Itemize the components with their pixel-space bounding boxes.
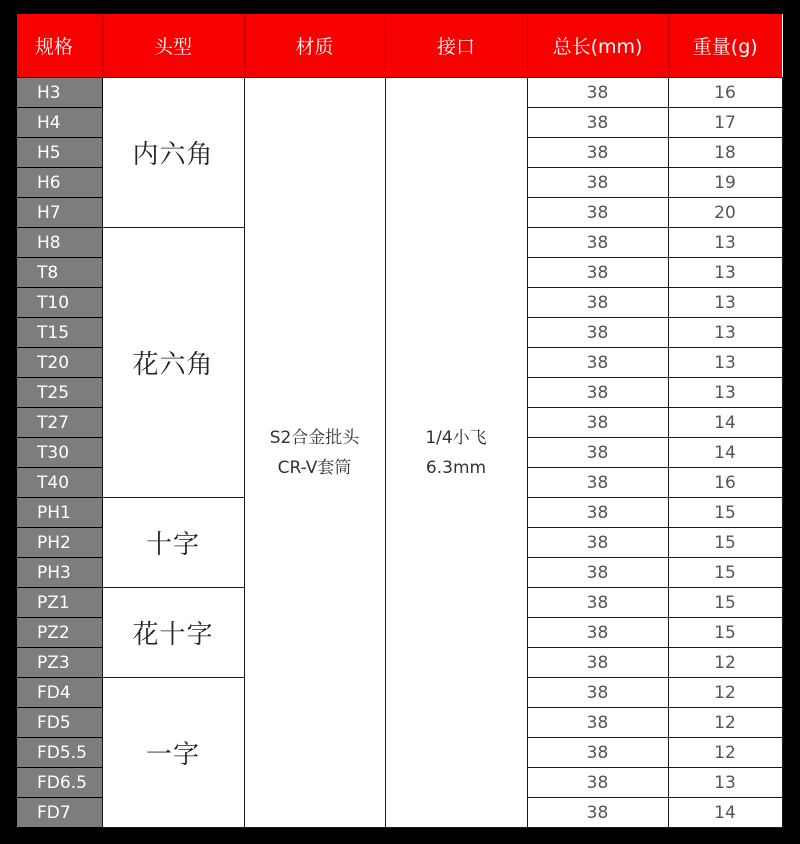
length-cell: 38: [527, 588, 668, 618]
header-length: 总长(mm): [527, 14, 668, 78]
spec-cell: T8: [17, 258, 102, 288]
length-cell: 38: [527, 618, 668, 648]
weight-cell: 16: [668, 468, 782, 498]
spec-cell: H5: [17, 138, 102, 168]
interface-line-2: 6.3mm: [425, 457, 487, 478]
weight-cell: 15: [668, 588, 782, 618]
spec-cell: T10: [17, 288, 102, 318]
length-cell: 38: [527, 738, 668, 768]
header-material: 材质: [244, 14, 385, 78]
length-cell: 38: [527, 678, 668, 708]
length-cell: 38: [527, 558, 668, 588]
weight-cell: 15: [668, 528, 782, 558]
spec-cell: PH1: [17, 498, 102, 528]
length-cell: 38: [527, 378, 668, 408]
length-cell: 38: [527, 108, 668, 138]
spec-cell: FD5.5: [17, 738, 102, 768]
length-cell: 38: [527, 438, 668, 468]
length-cell: 38: [527, 768, 668, 798]
weight-cell: 19: [668, 168, 782, 198]
spec-cell: PH2: [17, 528, 102, 558]
material-line-2: CR-V套筒: [277, 457, 352, 478]
interface-line-1: 1/4小飞: [425, 427, 487, 448]
weight-cell: 13: [668, 258, 782, 288]
length-cell: 38: [527, 228, 668, 258]
weight-cell: 12: [668, 738, 782, 768]
spec-cell: T30: [17, 438, 102, 468]
length-cell: 38: [527, 318, 668, 348]
spec-cell: PZ3: [17, 648, 102, 678]
spec-cell: PZ1: [17, 588, 102, 618]
weight-cell: 13: [668, 768, 782, 798]
head-type-cell: 内六角: [102, 78, 244, 228]
spec-cell: PH3: [17, 558, 102, 588]
length-cell: 38: [527, 408, 668, 438]
spec-cell: T15: [17, 318, 102, 348]
spec-cell: PZ2: [17, 618, 102, 648]
spec-cell: H3: [17, 78, 102, 108]
length-cell: 38: [527, 78, 668, 108]
weight-cell: 15: [668, 618, 782, 648]
spec-cell: FD4: [17, 678, 102, 708]
length-cell: 38: [527, 708, 668, 738]
weight-cell: 16: [668, 78, 782, 108]
weight-cell: 13: [668, 228, 782, 258]
header-interface: 接口: [385, 14, 527, 78]
header-weight: 重量(g): [668, 14, 782, 78]
weight-cell: 20: [668, 198, 782, 228]
weight-cell: 13: [668, 378, 782, 408]
header-row: [17, 14, 782, 78]
spec-cell: H7: [17, 198, 102, 228]
length-cell: 38: [527, 348, 668, 378]
spec-cell: H4: [17, 108, 102, 138]
header-spec: 规格: [17, 14, 102, 78]
spec-cell: T20: [17, 348, 102, 378]
weight-cell: 14: [668, 438, 782, 468]
weight-cell: 12: [668, 708, 782, 738]
spec-table: [17, 14, 783, 828]
weight-cell: 13: [668, 348, 782, 378]
weight-cell: 14: [668, 798, 782, 828]
length-cell: 38: [527, 198, 668, 228]
head-type-cell: 十字: [102, 498, 244, 588]
spec-cell: T25: [17, 378, 102, 408]
length-cell: 38: [527, 288, 668, 318]
weight-cell: 13: [668, 288, 782, 318]
length-cell: 38: [527, 258, 668, 288]
spec-cell: FD7: [17, 798, 102, 828]
length-cell: 38: [527, 138, 668, 168]
spec-cell: FD6.5: [17, 768, 102, 798]
length-cell: 38: [527, 648, 668, 678]
spec-cell: H8: [17, 228, 102, 258]
weight-cell: 14: [668, 408, 782, 438]
spec-cell: FD5: [17, 708, 102, 738]
table-row: [17, 78, 782, 108]
weight-cell: 12: [668, 648, 782, 678]
material-line-1: S2合金批头: [269, 427, 360, 448]
length-cell: 38: [527, 528, 668, 558]
table-body: [17, 78, 782, 828]
weight-cell: 15: [668, 558, 782, 588]
length-cell: 38: [527, 498, 668, 528]
length-cell: 38: [527, 168, 668, 198]
material-cell: [244, 78, 385, 828]
weight-cell: 13: [668, 318, 782, 348]
spec-cell: T40: [17, 468, 102, 498]
length-cell: 38: [527, 468, 668, 498]
weight-cell: 15: [668, 498, 782, 528]
weight-cell: 12: [668, 678, 782, 708]
length-cell: 38: [527, 798, 668, 828]
spec-cell: T27: [17, 408, 102, 438]
spec-cell: H6: [17, 168, 102, 198]
header-head-type: 头型: [102, 14, 244, 78]
head-type-cell: 一字: [102, 678, 244, 828]
interface-cell: [385, 78, 527, 828]
head-type-cell: 花十字: [102, 588, 244, 678]
weight-cell: 17: [668, 108, 782, 138]
head-type-cell: 花六角: [102, 228, 244, 498]
weight-cell: 18: [668, 138, 782, 168]
